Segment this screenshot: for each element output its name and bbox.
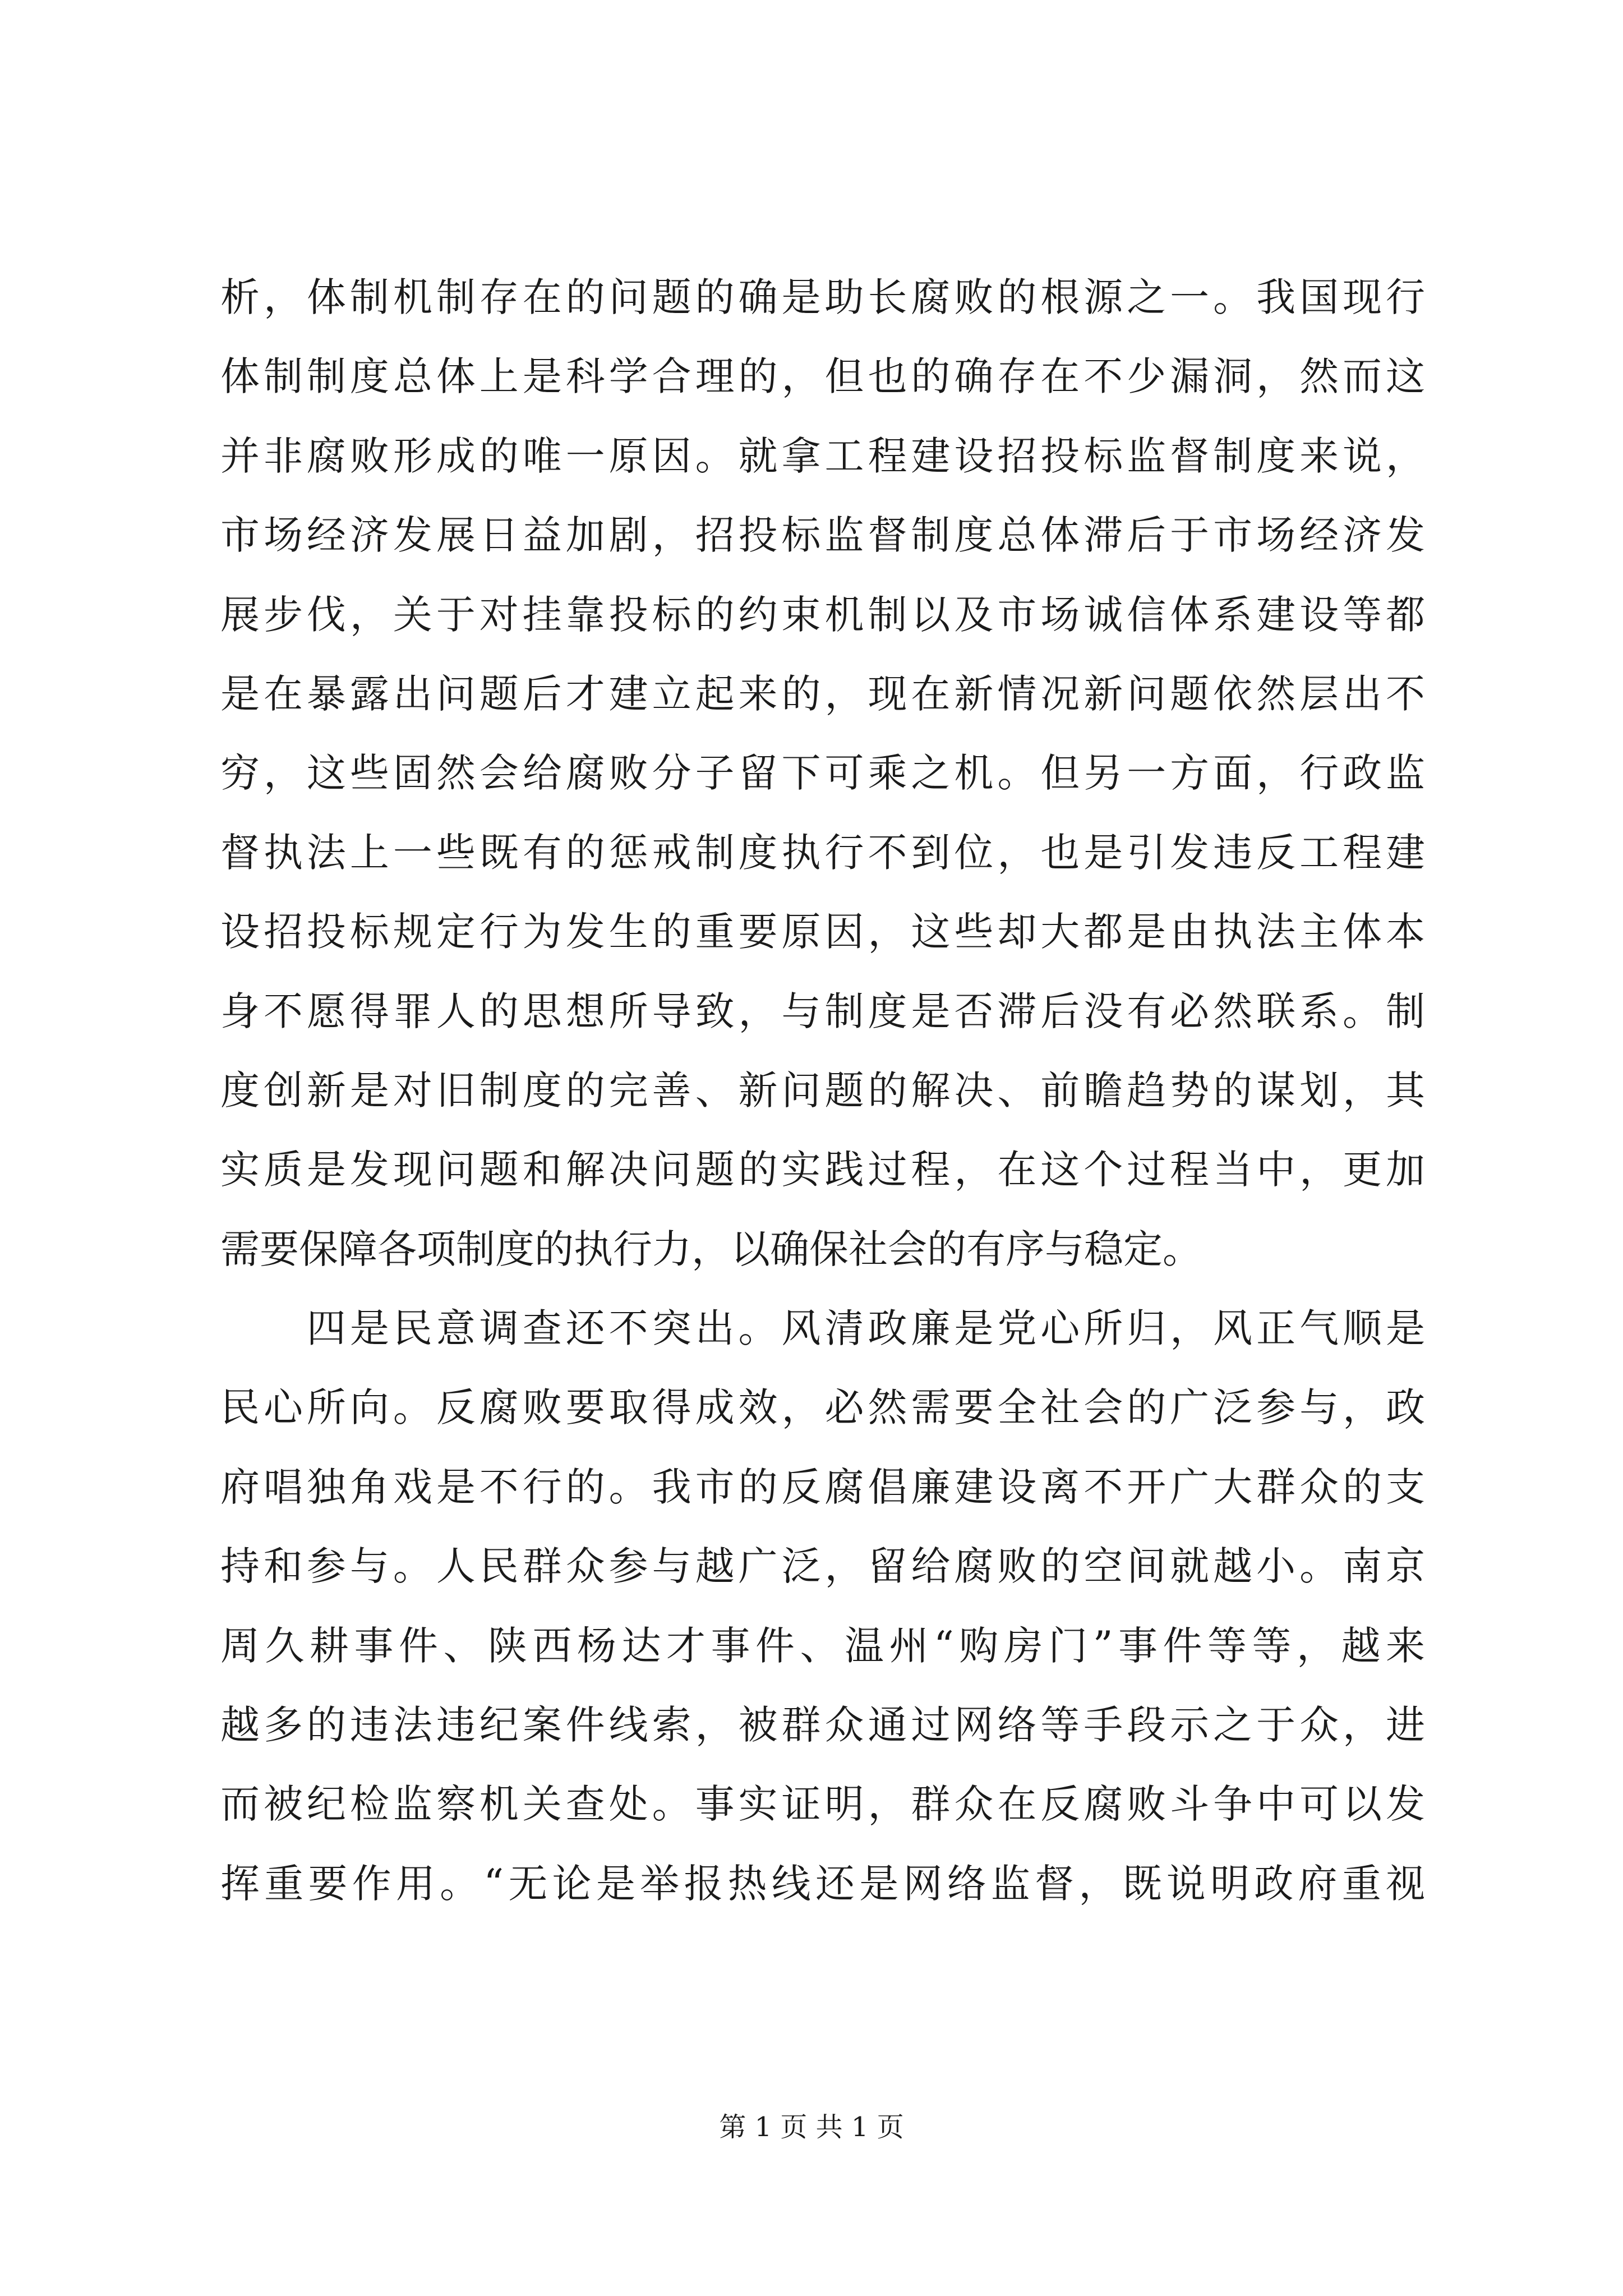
text-line: 挥重要作用。“无论是举报热线还是网络监督，既说明政府重视 xyxy=(220,1860,1425,1907)
page-footer: 第 1 页 共 1 页 xyxy=(719,2111,904,2143)
text-line: 并非腐败形成的唯一原因。就拿工程建设招投标监督制度来说， xyxy=(220,432,1425,479)
text-line: 析，体制机制存在的问题的确是助长腐败的根源之一。我国现行 xyxy=(220,274,1425,320)
body-text xyxy=(220,258,1425,1924)
text-line: 督执法上一些既有的惩戒制度执行不到位，也是引发违反工程建 xyxy=(220,829,1425,876)
text-line: 展步伐，关于对挂靠投标的约束机制以及市场诚信体系建设等都 xyxy=(220,591,1425,638)
text-line: 是在暴露出问题后才建立起来的，现在新情况新问题依然层出不 xyxy=(220,670,1425,717)
text-line: 市场经济发展日益加剧，招投标监督制度总体滞后于市场经济发 xyxy=(220,512,1425,559)
text-line: 需要保障各项制度的执行力，以确保社会的有序与稳定。 xyxy=(220,1226,1202,1272)
text-line: 持和参与。人民群众参与越广泛，留给腐败的空间就越小。南京 xyxy=(220,1543,1425,1590)
text-line: 实质是发现问题和解决问题的实践过程，在这个过程当中，更加 xyxy=(220,1147,1425,1193)
text-line: 设招投标规定行为发生的重要原因，这些却大都是由执法主体本 xyxy=(220,909,1425,955)
text-line: 越多的违法违纪案件线索，被群众通过网络等手段示之于众，进 xyxy=(220,1702,1425,1749)
text-line: 周久耕事件、陕西杨达才事件、温州“购房门”事件等等，越来 xyxy=(220,1622,1425,1669)
text-line: 四是民意调查还不突出。风清政廉是党心所归，风正气顺是 xyxy=(220,1305,1425,1352)
text-line: 身不愿得罪人的思想所导致，与制度是否滞后没有必然联系。制 xyxy=(220,988,1425,1034)
text-line: 穷，这些固然会给腐败分子留下可乘之机。但另一方面，行政监 xyxy=(220,750,1425,797)
text-line: 民心所向。反腐败要取得成效，必然需要全社会的广泛参与，政 xyxy=(220,1384,1425,1431)
text-line: 度创新是对旧制度的完善、新问题的解决、前瞻趋势的谋划，其 xyxy=(220,1067,1425,1114)
text-line: 体制制度总体上是科学合理的，但也的确存在不少漏洞，然而这 xyxy=(220,353,1425,400)
text-line: 府唱独角戏是不行的。我市的反腐倡廉建设离不开广大群众的支 xyxy=(220,1464,1425,1510)
text-line: 而被纪检监察机关查处。事实证明，群众在反腐败斗争中可以发 xyxy=(220,1781,1425,1828)
